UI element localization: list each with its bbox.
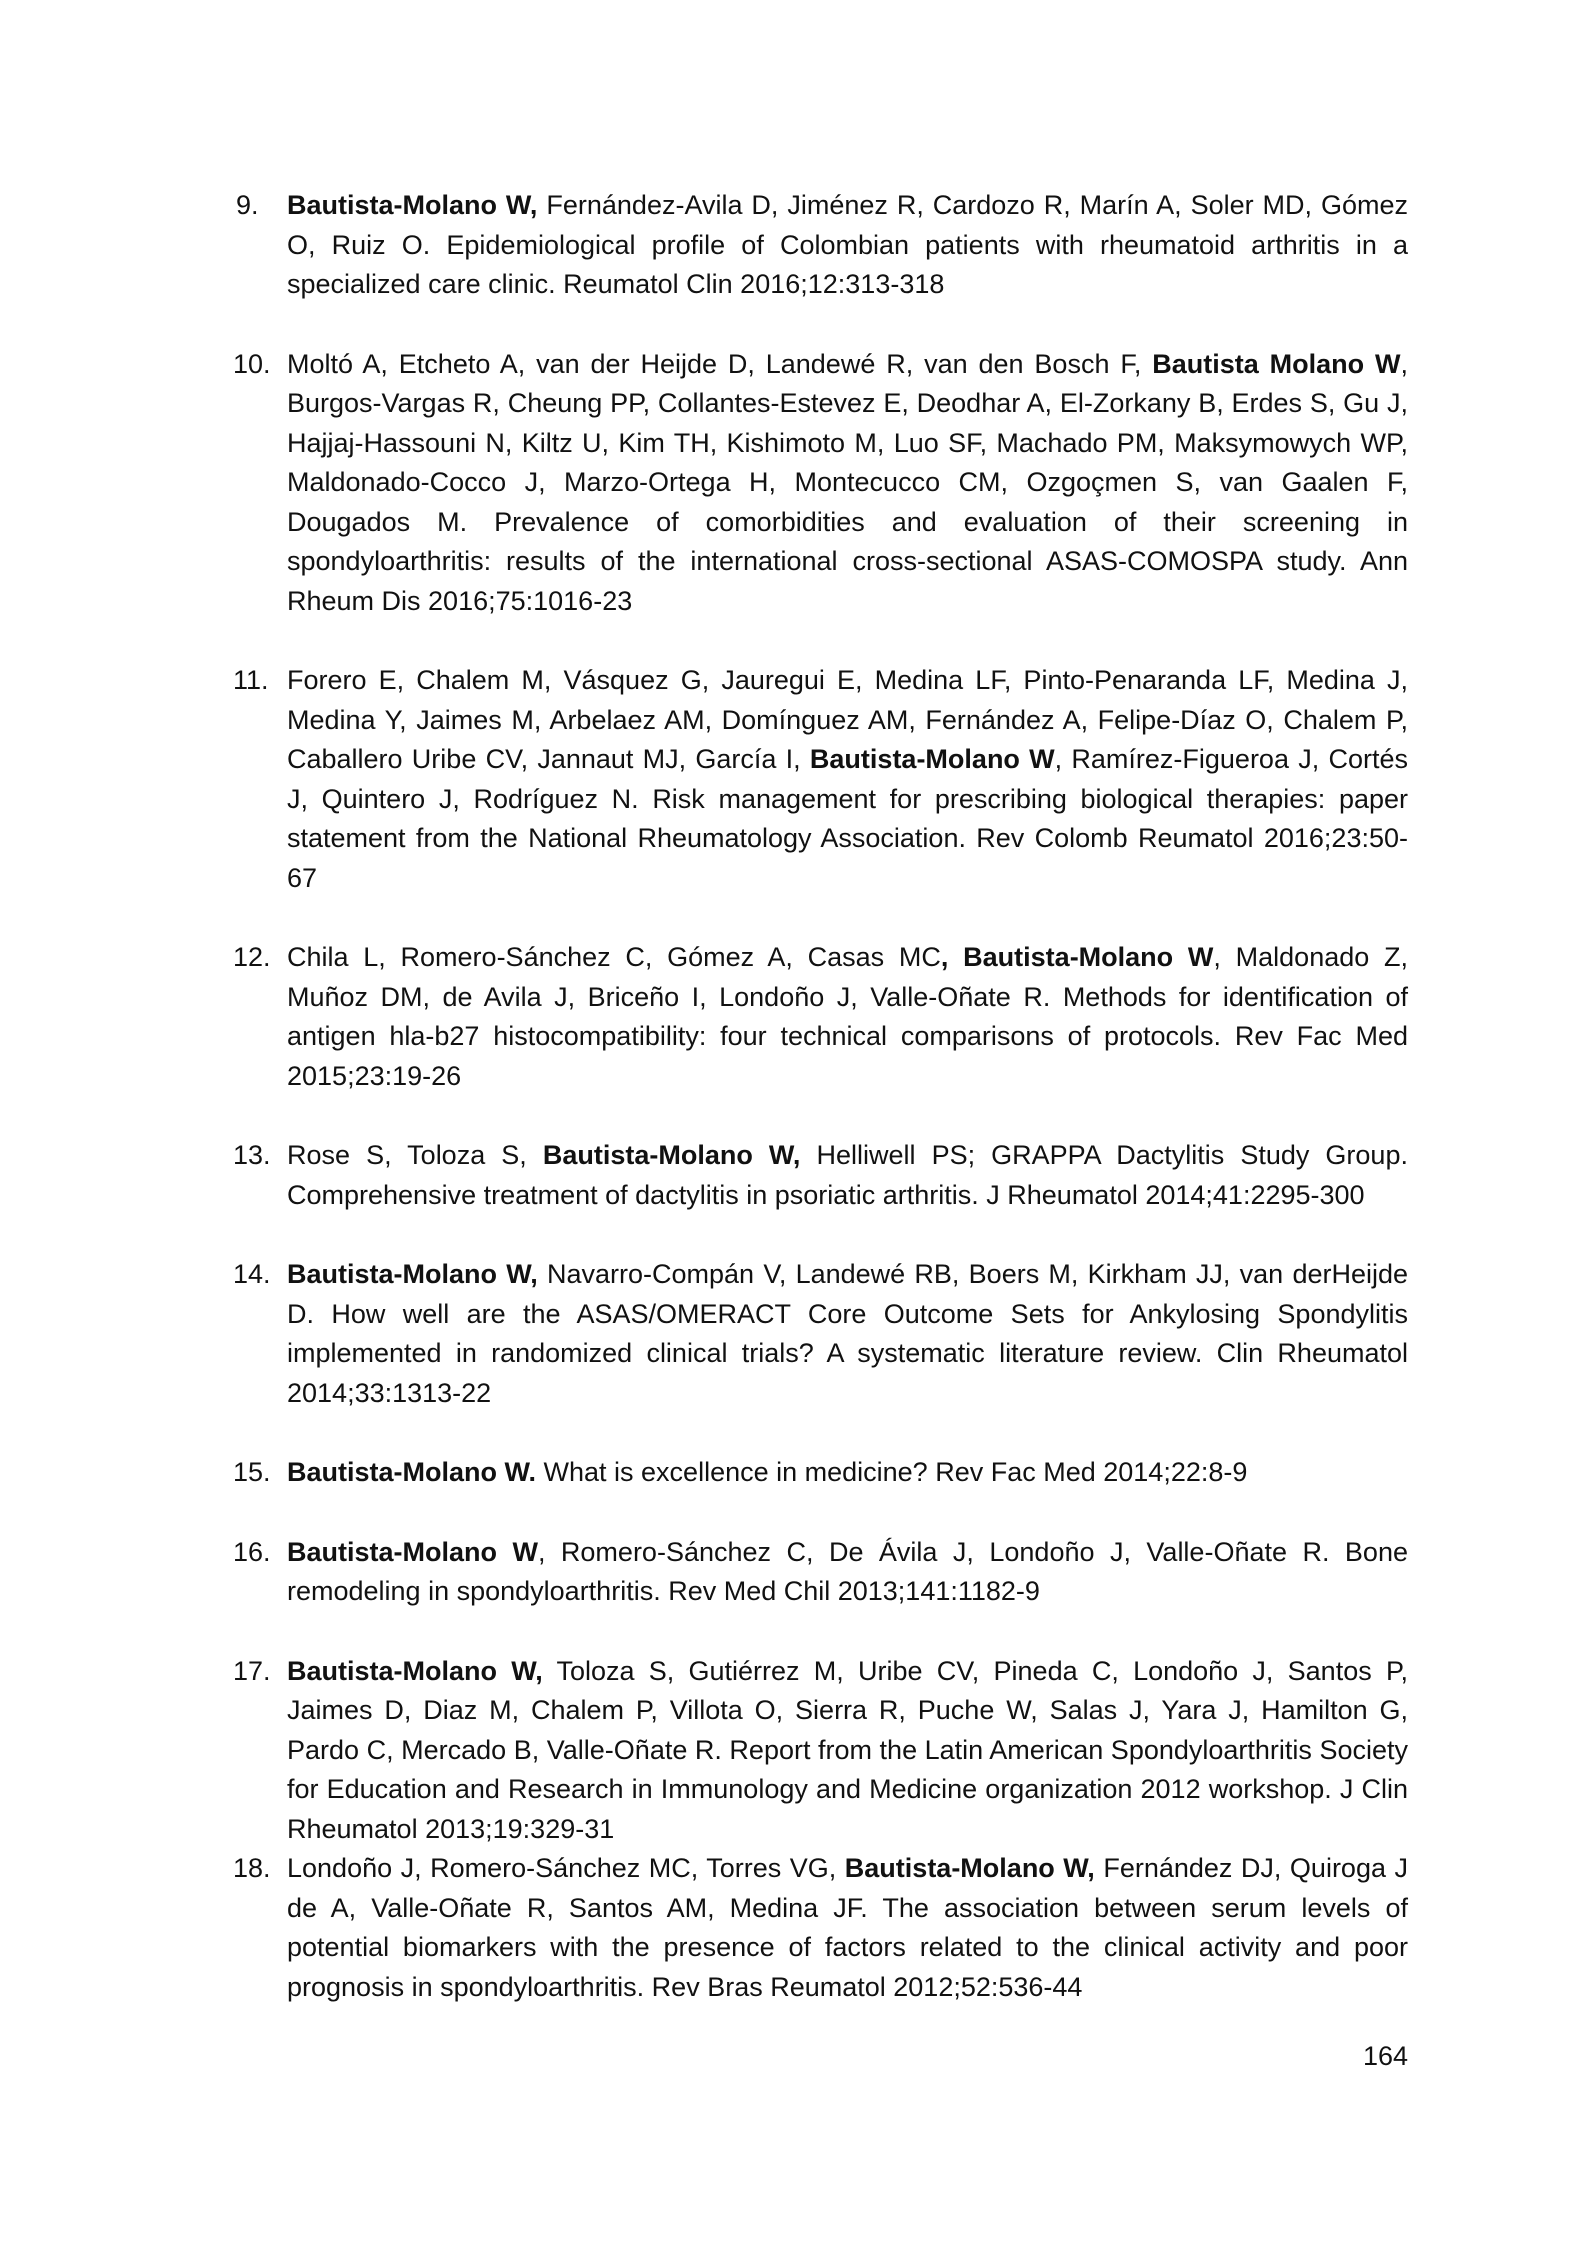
reference-number: 13. [233, 1140, 271, 1170]
reference-item-16 [233, 1533, 1408, 1612]
reference-number: 10. [233, 348, 271, 379]
highlighted-author: Bautista-Molano W, [844, 1853, 1095, 1883]
reference-item-17 [233, 1652, 1408, 1850]
reference-text: , Burgos-Vargas R, Cheung PP, Collantes-Estevez E, Deodhar A, El-Zorkany B, Erdes S, Gu J, Hajjaj-Hassouni N, Kiltz U, Kim TH, Kishimoto M, Luo SF, Machado PM, Maksymowych WP, Maldonado-Cocco J, Marzo-Ortega H, Montecucco CM, Ozgoçmen S, van Gaalen F, Dougados M. Prevalence of comorbidities and evaluation of their screening in spondyloarthritis: results of the international cross-sectional ASAS-COMOSPA study. Ann Rheum Dis 2016;75:1016-23 [287, 348, 1408, 616]
highlighted-author: Bautista-Molano W, [287, 190, 538, 220]
highlighted-author: Bautista-Molano W. [287, 1457, 536, 1487]
reference-item-11 [233, 661, 1408, 898]
reference-item-12 [233, 938, 1408, 1096]
reference-item-13 [233, 1136, 1408, 1215]
reference-text: What is excellence in medicine? Rev Fac Med 2014;22:8-9 [543, 1457, 1248, 1487]
reference-number: 16. [233, 1536, 271, 1567]
reference-item-15 [233, 1453, 1408, 1493]
page-number: 164 [1362, 2041, 1408, 2071]
reference-text: , Romero-Sánchez C, De Ávila J, Londoño J, Valle-Oñate R. Bone remodeling in spondyloarthritis. Rev Med Chil 2013;141:1182-9 [287, 1536, 1408, 1606]
reference-item-10 [233, 345, 1408, 622]
reference-number: 9. [236, 190, 259, 220]
highlighted-author: Bautista Molano W [1152, 348, 1401, 379]
reference-authors-before: Rose S, Toloza S, [287, 1140, 527, 1170]
reference-number: 11. [233, 665, 269, 695]
highlighted-author: Bautista-Molano W, [287, 1655, 543, 1686]
highlighted-author: , Bautista-Molano W [940, 942, 1214, 972]
reference-number: 18. [233, 1853, 271, 1883]
reference-item-9 [233, 186, 1408, 305]
reference-text: , Ramírez-Figueroa J, Cortés J, Quintero J, Rodríguez N. Risk management for prescribing biological therapies: paper statement from the National Rheumatology Association. Rev Colomb Reumatol 2016;23:50-67 [287, 744, 1408, 893]
reference-authors-before: Londoño J, Romero-Sánchez MC, Torres VG, [287, 1853, 837, 1883]
highlighted-author: Bautista-Molano W [809, 744, 1055, 774]
reference-list [233, 186, 1408, 2007]
reference-text: Helliwell PS; GRAPPA Dactylitis Study Group. Comprehensive treatment of dactylitis in psoriatic arthritis. J Rheumatol 2014;41:2295-300 [287, 1140, 1408, 1210]
highlighted-author: Bautista-Molano W, [287, 1259, 538, 1289]
reference-item-18 [233, 1849, 1408, 2007]
highlighted-author: Bautista-Molano W, [542, 1140, 801, 1170]
highlighted-author: Bautista-Molano W [287, 1536, 538, 1567]
reference-number: 14. [233, 1259, 271, 1289]
reference-authors-before: Moltó A, Etcheto A, van der Heijde D, Landewé R, van den Bosch F, [287, 348, 1142, 379]
reference-text: Fernández-Avila D, Jiménez R, Cardozo R, Marín A, Soler MD, Gómez O, Ruiz O. Epidemiological profile of Colombian patients with rheumatoid arthritis in a specialized care clinic. Reumatol Clin 2016;12:313-318 [287, 190, 1408, 299]
reference-number: 17. [233, 1655, 271, 1686]
reference-text: Fernández DJ, Quiroga J de A, Valle-Oñate R, Santos AM, Medina JF. The association between serum levels of potential biomarkers with the presence of factors related to the clinical activity and poor prognosis in spondyloarthritis. Rev Bras Reumatol 2012;52:536-44 [287, 1853, 1408, 2002]
reference-text: Navarro-Compán V, Landewé RB, Boers M, Kirkham JJ, van derHeijde D. How well are the ASAS/OMERACT Core Outcome Sets for Ankylosing Spondylitis implemented in randomized clinical trials? A systematic literature review. Clin Rheumatol 2014;33:1313-22 [287, 1259, 1409, 1408]
reference-text: Toloza S, Gutiérrez M, Uribe CV, Pineda C, Londoño J, Santos P, Jaimes D, Diaz M, Chalem P, Villota O, Sierra R, Puche W, Salas J, Yara J, Hamilton G, Pardo C, Mercado B, Valle-Oñate R. Report from the Latin American Spondyloarthritis Society for Education and Research in Immunology and Medicine organization 2012 workshop. J Clin Rheumatol 2013;19:329-31 [287, 1655, 1408, 1844]
reference-number: 15. [233, 1457, 271, 1487]
reference-number: 12. [233, 942, 271, 972]
reference-authors-before: Chila L, Romero-Sánchez C, Gómez A, Casas MC [287, 942, 941, 972]
reference-authors-before: Forero E, Chalem M, Vásquez G, Jauregui E, Medina LF, Pinto-Penaranda LF, Medina J, Medina Y, Jaimes M, Arbelaez AM, Domínguez AM, Fernández A, Felipe-Díaz O, Chalem P, Caballero Uribe CV, Jannaut MJ, García I, [287, 665, 1408, 774]
reference-item-14 [233, 1255, 1408, 1413]
reference-text: , Maldonado Z, Muñoz DM, de Avila J, Briceño I, Londoño J, Valle-Oñate R. Methods for identification of antigen hla-b27 histocompatibility: four technical comparisons of protocols. Rev Fac Med 2015;23:19-26 [287, 942, 1408, 1091]
